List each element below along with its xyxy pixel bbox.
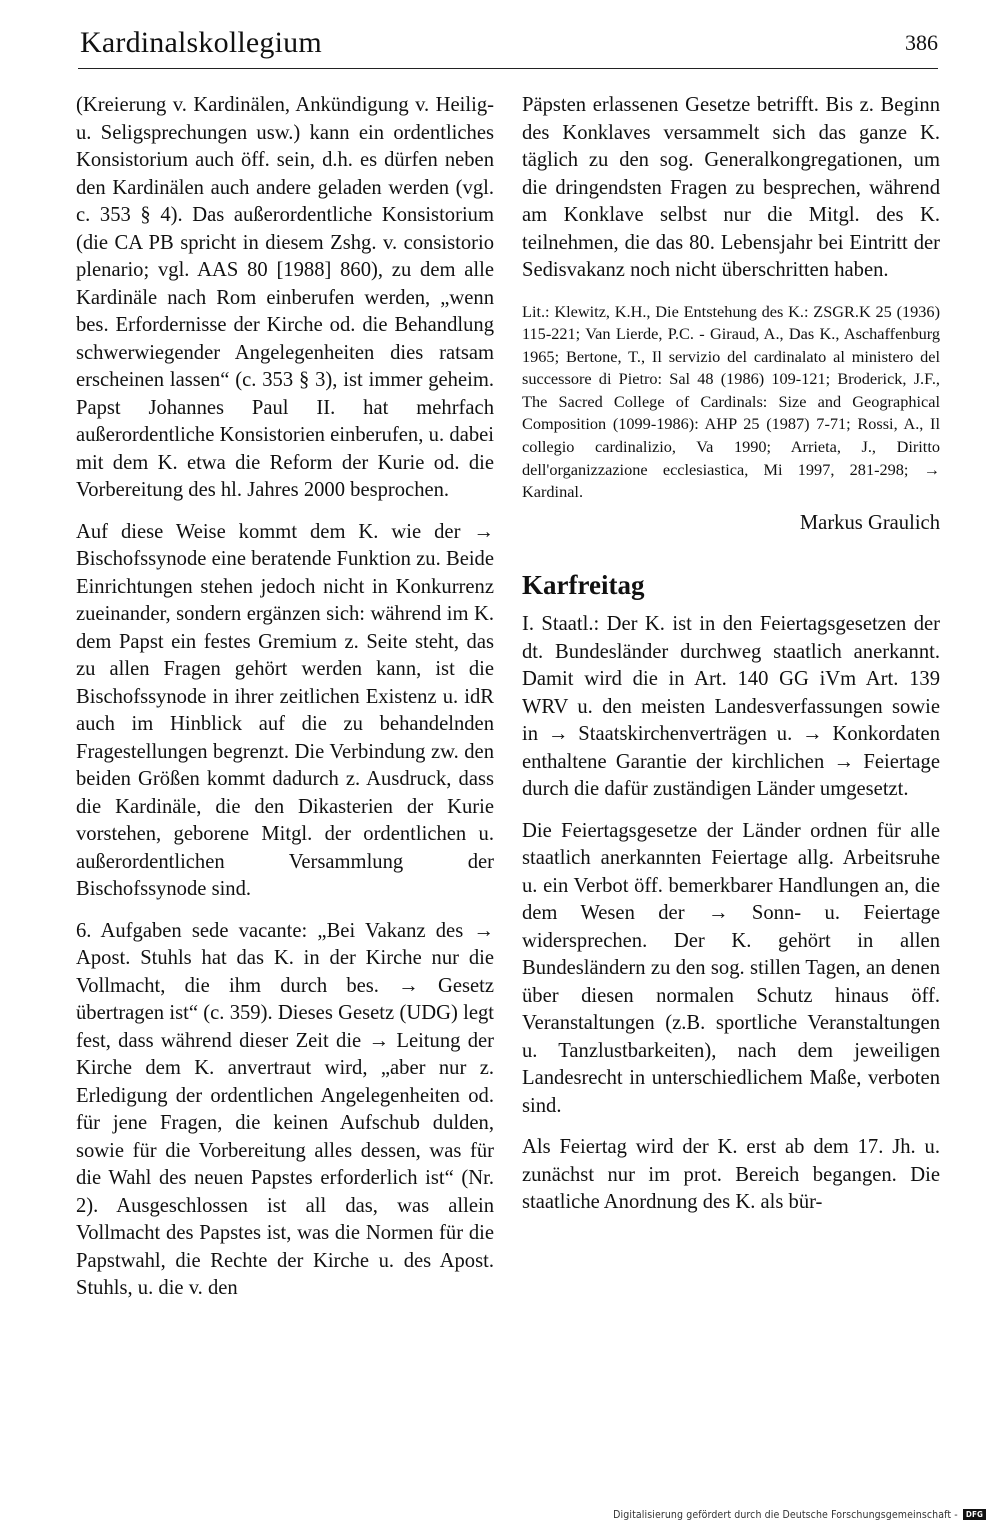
- left-paragraph-2: Auf diese Weise kommt dem K. wie der → Bischofssynode eine beratende Funktion zu. Beide Einrichtungen stehen jedoch nicht in Konkurrenz zueinander, sondern ergänzen sich: während im K. dem Papst ein festes Gremium z. Seite steht, das zu allen Fragen gehört werden kann, ist die Bischofssynode in ihrer zeitlichen Existenz u. idR auch im Hinblick auf die zu behandelnden Fragestellungen begrenzt. Die Verbindung zw. den beiden Größen kommt dadurch z. Ausdruck, dass die Kardinäle, die den Dikasterien der Kurie vorstehen, geborene Mitgl. der ordentlichen u. außerordentlichen Versammlung der Bischofssynode sind.: [76, 520, 494, 900]
- entry-heading: Karfreitag: [522, 570, 645, 601]
- left-paragraph-1: (Kreierung v. Kardinälen, Ankündigung v. Heilig- u. Seligsprechungen usw.) kann ein ordentliches Konsistorium auch öff. sein, d.h. es dürfen neben den Kardinälen auch andere geladen werden (vgl. c. 353 § 4). Das außerordentliche Konsistorium (die CA PB spricht in diesem Zshg. v. consistorio plenario; vgl. AAS 80 [1988] 860), zu dem alle Kardinäle nach Rom einberufen werden, „wenn bes. Erfordernisse der Kirche od. die Behandlung schwerwiegender Angelegenheiten dies ratsam erscheinen lassen“ (c. 353 § 3), ist immer geheim. Papst Johannes Paul II. hat mehrfach außerordentliche Konsistorien einberufen, u. dabei mit dem K. etwa die Reform der Kurie od. die Vorbereitung des hl. Jahres 2000 besprochen.: [76, 94, 494, 501]
- digitization-footer: [613, 1509, 986, 1521]
- header-rule: [78, 68, 938, 69]
- literature-list: Lit.: Klewitz, K.H., Die Entstehung des K.: ZSGR.K 25 (1936) 115-221; Van Lierde, P.C. - Giraud, A., Das K., Aschaffenburg 1965; Bertone, T., Il servizio del cardinalato al ministero del successore di Pietro: Sal 48 (1986) 109-121; Broderick, J.F., The Sacred College of Cardinals: Size and Geographical Composition (1099-1986): AHP 25 (1987) 7-71; Rossi, A., Il collegio cardinalizio, Va 1990; Arrieta, J., Diritto dell'organizzazione ecclesiastica, Mi 1997, 281-298; → Kardinal.: [522, 301, 940, 502]
- page-number: 386: [905, 30, 938, 55]
- right-paragraph-4: Als Feiertag wird der K. erst ab dem 17. Jh. u. zunächst nur im prot. Bereich begangen. Die staatliche Anordnung des K. als bür-: [522, 1136, 940, 1214]
- right-paragraph-2: I. Staatl.: Der K. ist in den Feiertagsgesetzen der dt. Bundesländer durchweg staatlich anerkannt. Damit wird die in Art. 140 GG iVm Art. 139 WRV u. den meisten Landesverfassungen sowie in → Staatskirchenverträgen u. → Konkordaten enthaltene Garantie der kirchlichen → Feiertage durch die dafür zuständigen Länder umgesetzt.: [522, 613, 940, 801]
- author-name: Markus Graulich: [799, 511, 940, 534]
- running-header-title: Kardinalskollegium: [80, 26, 322, 59]
- footer-text: Digitalisierung gefördert durch die Deutsche Forschungsgemeinschaft -: [613, 1509, 958, 1521]
- right-column: [522, 92, 940, 1217]
- right-paragraph-1: Päpsten erlassenen Gesetze betrifft. Bis z. Beginn des Konklaves versammelt sich das ganze K. täglich zu den sog. Generalkongregationen, um die dringendsten Fragen zu besprechen, während am Konklave selbst nur die Mitgl. des K. teilnehmen, die das 80. Lebensjahr bei Eintritt der Sedisvakanz noch nicht überschritten haben.: [522, 94, 940, 281]
- left-column: [76, 92, 494, 1303]
- left-paragraph-3: 6. Aufgaben sede vacante: „Bei Vakanz des → Apost. Stuhls hat das K. in der Kirche nur die Vollmacht, die ihm durch bes. → Gesetz übertragen ist“ (c. 359). Dieses Gesetz (UDG) legt fest, dass während dieser Zeit die → Leitung der Kirche dem K. anvertraut wird, „aber nur z. Erledigung der ordentlichen Angelegenheiten od. für jene Fragen, die keinen Aufschub dulden, sowie für die Vorbereitung alles dessen, was für die Wahl des neuen Papstes erforderlich ist“ (Nr. 2). Ausgeschlossen ist all das, was allein Vollmacht des Papstes ist, was die Normen für die Papstwahl, die Rechte der Kirche u. des Apost. Stuhls, u. die v. den: [76, 919, 494, 1299]
- dfg-logo: DFG: [963, 1509, 986, 1520]
- right-paragraph-3: Die Feiertagsgesetze der Länder ordnen für alle staatlich anerkannten Feiertage allg. Arbeitsruhe u. ein Verbot öff. bemerkbarer Handlungen an, die dem Wesen der → Sonn- u. Feiertage widersprechen. Der K. gehört in allen Bundesländern zu den sog. stillen Tagen, an denen über diesen normalen Schutz hinaus öff. Veranstaltungen (z.B. sportliche Veranstaltungen u. Tanzlustbarkeiten), nach dem jeweiligen Landesrecht in unterschiedlichem Maße, verboten sind.: [522, 819, 940, 1117]
